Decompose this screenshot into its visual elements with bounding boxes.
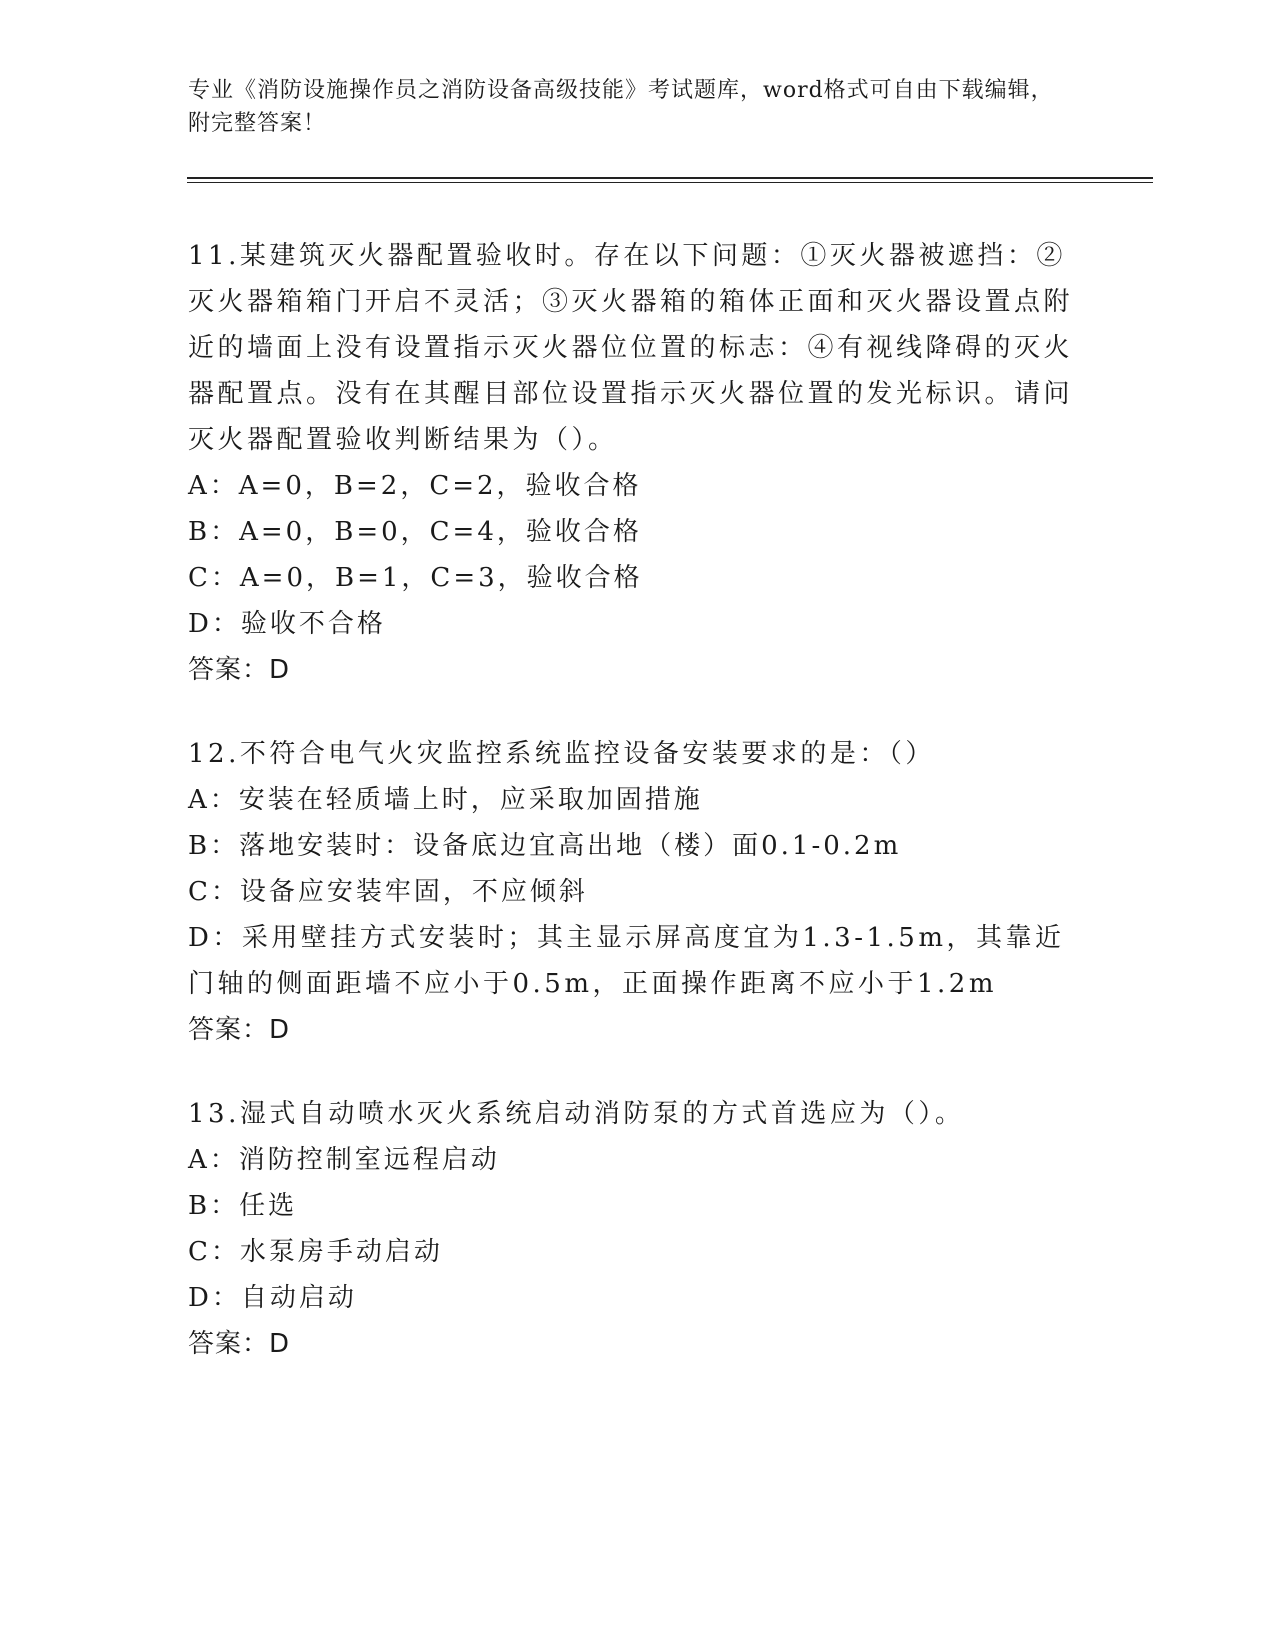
option-d: D：验收不合格: [188, 609, 386, 639]
question-stem: 12.不符合电气火灾监控系统监控设备安装要求的是：（）: [188, 739, 935, 769]
option-d: D：自动启动: [188, 1283, 357, 1313]
answer: 答案：D: [188, 1329, 291, 1359]
question-list: [188, 233, 1088, 1405]
option-a: A：A=0，B=2，C=2，验收合格: [188, 471, 642, 501]
option-d: D：采用壁挂方式安装时；其主显示屏高度宜为1.3-1.5m，其靠近门轴的侧面距墙不应小于0.5m，正面操作距离不应小于1.2m: [188, 923, 1065, 999]
question-11: [188, 233, 1088, 693]
answer: 答案：D: [188, 655, 291, 685]
option-c: C：水泵房手动启动: [188, 1237, 443, 1267]
question-13: [188, 1091, 1088, 1367]
option-b: B：落地安装时：设备底边宜高出地（楼）面0.1-0.2m: [188, 831, 902, 861]
option-a: A：安装在轻质墙上时，应采取加固措施: [188, 785, 703, 815]
question-stem: 11.某建筑灭火器配置验收时。存在以下问题：①灭火器被遮挡：②灭火器箱箱门开启不灵活；③灭火器箱的箱体正面和灭火器设置点附近的墙面上没有设置指示灭火器位位置的标志：④有视线降碍的灭火器配置点。没有在其醒目部位设置指示灭火器位置的发光标识。请问灭火器配置验收判断结果为（）。: [188, 241, 1074, 455]
option-b: B：任选: [188, 1191, 298, 1221]
header-divider: [187, 177, 1153, 183]
option-c: C：A=0，B=1，C=3，验收合格: [188, 563, 643, 593]
question-12: [188, 731, 1088, 1053]
answer: 答案：D: [188, 1015, 291, 1045]
option-c: C：设备应安装牢固，不应倾斜: [188, 877, 588, 907]
option-b: B：A=0，B=0，C=4，验收合格: [188, 517, 642, 547]
document-header: 专业《消防设施操作员之消防设备高级技能》考试题库，word格式可自由下载编辑，附完整答案！: [188, 78, 1054, 136]
question-stem: 13.湿式自动喷水灭火系统启动消防泵的方式首选应为（）。: [188, 1099, 965, 1129]
option-a: A：消防控制室远程启动: [188, 1145, 500, 1175]
